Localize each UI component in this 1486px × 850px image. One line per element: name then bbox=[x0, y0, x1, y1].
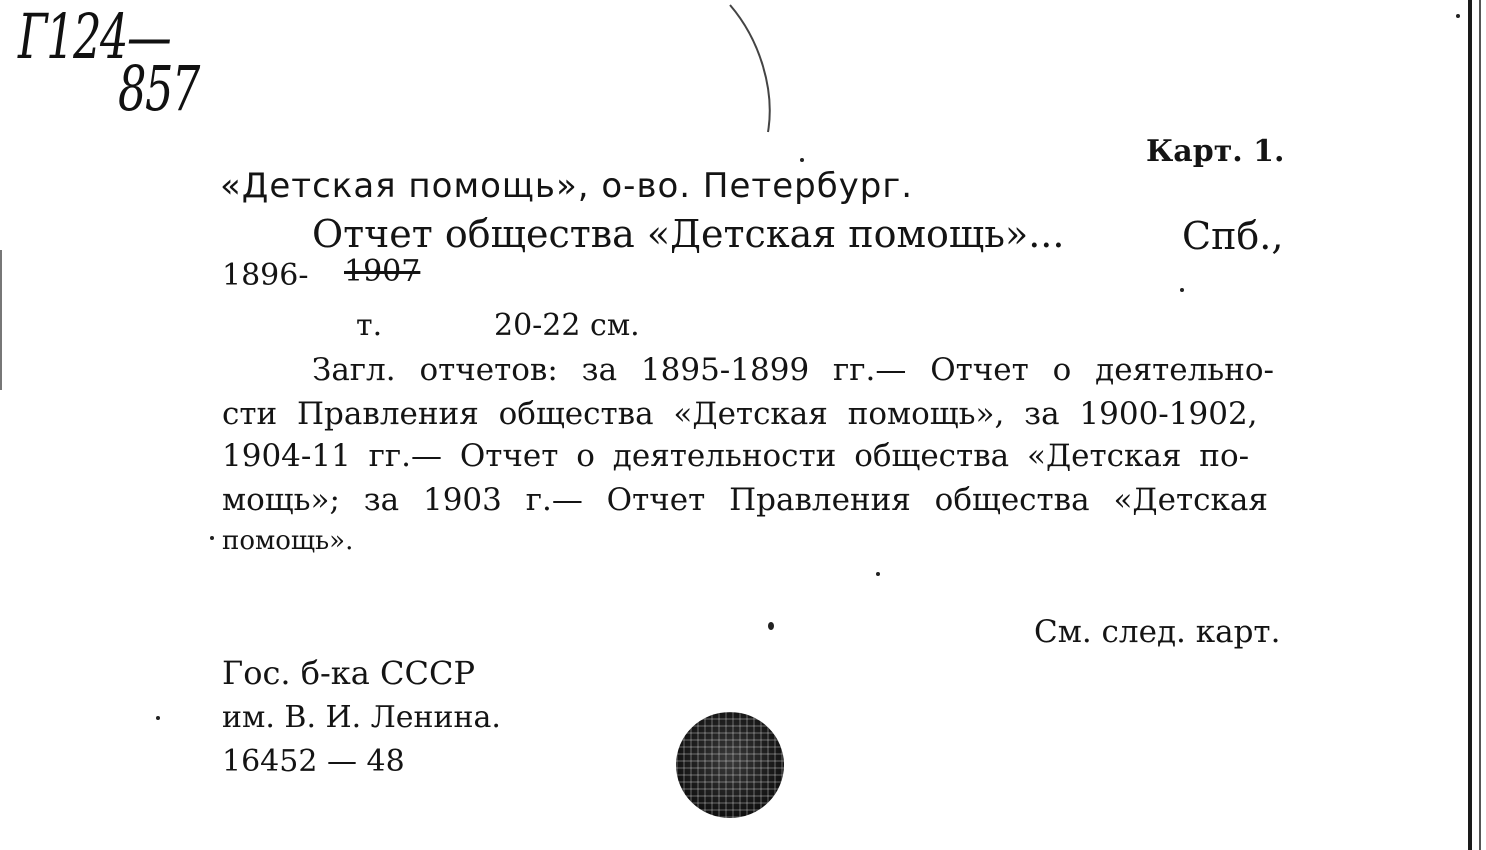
shelfmark-line2: 857 bbox=[118, 52, 199, 125]
scan-artifact-line bbox=[720, 0, 780, 140]
scan-speck bbox=[800, 158, 804, 162]
volume-size: 20-22 см. bbox=[494, 308, 640, 343]
library-line-3: 16452 — 48 bbox=[222, 744, 405, 779]
scan-speck bbox=[876, 572, 880, 576]
note-line-5: помощь». bbox=[222, 526, 354, 556]
card-right-margin-line bbox=[1479, 0, 1481, 850]
library-line-2: им. В. И. Ленина. bbox=[222, 700, 501, 735]
see-next-card: См. след. карт. bbox=[1034, 614, 1281, 650]
volume-prefix: т. bbox=[356, 308, 383, 343]
library-line-1: Гос. б-ка СССР bbox=[222, 654, 476, 692]
scan-speck bbox=[210, 536, 214, 540]
years-struck: 1907 bbox=[344, 254, 421, 289]
scan-speck bbox=[768, 622, 774, 630]
card-right-edge bbox=[1468, 0, 1472, 850]
note-line-3: 1904-11 гг.— Отчет о деятельности общества «Детская по- bbox=[222, 438, 1250, 474]
punch-hole bbox=[676, 712, 784, 818]
card-number: Карт. 1. bbox=[1146, 134, 1285, 169]
note-line-1: Загл. отчетов: за 1895-1899 гг.— Отчет о деятельно- bbox=[312, 352, 1274, 388]
scan-speck bbox=[1180, 288, 1184, 292]
card-left-mark bbox=[0, 250, 2, 390]
scan-speck bbox=[1456, 14, 1460, 18]
shelfmark-line1: Г124— bbox=[18, 0, 171, 73]
note-line-2: сти Правления общества «Детская помощь», за 1900-1902, bbox=[222, 396, 1258, 432]
years-start: 1896- bbox=[222, 258, 309, 293]
note-line-4: мощь»; за 1903 г.— Отчет Правления общества «Детская bbox=[222, 482, 1268, 518]
scan-speck bbox=[156, 716, 160, 720]
title-place: Спб., bbox=[1182, 214, 1284, 258]
title-text: Отчет общества «Детская помощь»... bbox=[312, 212, 1065, 256]
heading: «Детская помощь», о-во. Петербург. bbox=[220, 166, 914, 206]
